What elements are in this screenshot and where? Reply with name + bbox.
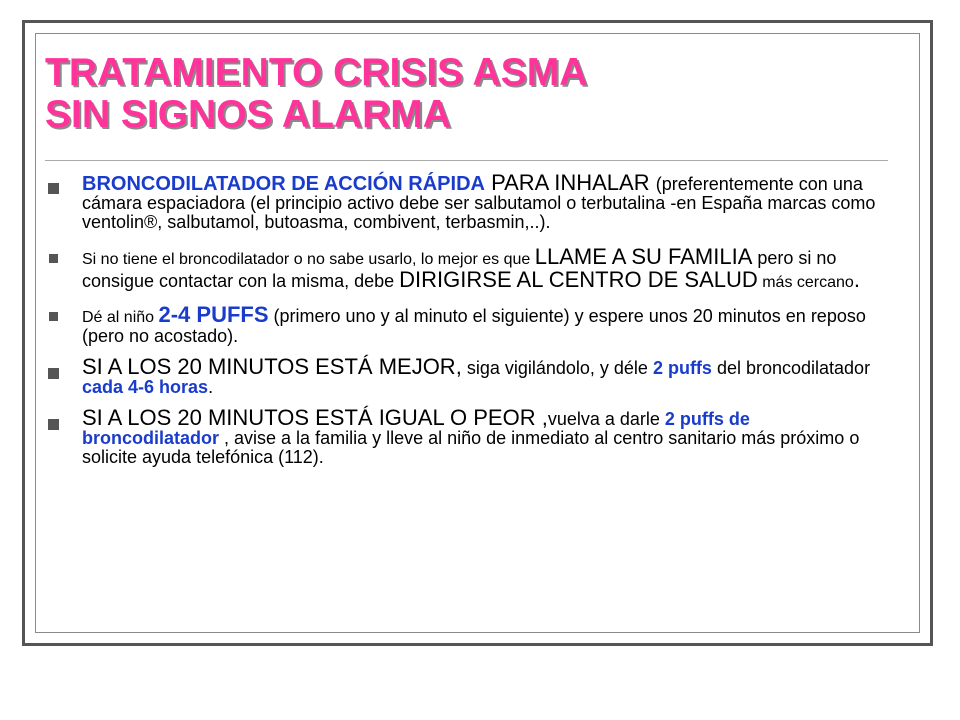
two-puffs-bronchodilator-text: 2 puffs de broncodilatador [82, 409, 750, 448]
better-heading: SI A LOS 20 MINUTOS ESTÁ MEJOR, [82, 354, 462, 379]
inhale-text: PARA INHALAR [484, 170, 656, 195]
bullet-call-family [48, 246, 888, 292]
wait-text: (primero uno y al minuto el siguiente) y espere unos 20 minutos en reposo (pero no acostado). [82, 306, 866, 346]
nearest-text: más cercano [757, 274, 854, 291]
bullet-square-icon [48, 419, 59, 430]
bullet-list [48, 172, 888, 467]
contact-text: pero si no consigue contactar con la misma, debe [82, 248, 837, 291]
of-bronchodilator-text: del broncodilatador [711, 358, 871, 378]
health-center-text: DIRIGIRSE AL CENTRO DE SALUD [399, 267, 758, 292]
puffs-dose: 2-4 PUFFS [158, 302, 269, 327]
keep-watching-text: siga vigilándolo, y déle [461, 358, 653, 378]
bullet-square-icon [48, 183, 59, 194]
no-inhaler-text: Si no tiene el broncodilatador o no sabe usarlo, lo mejor es que [82, 251, 535, 268]
bullet-puffs [48, 304, 888, 346]
every-hours-text: cada 4-6 horas [82, 377, 209, 397]
bullet-bronchodilator [48, 172, 888, 232]
period-text: . [208, 377, 214, 397]
inhaler-details: (preferentemente con una cámara espaciadora (el principio activo debe ser salbutamol o terbutalina -en España marcas como ventolin®, salbutamol, butoasma, combivent, terbasmin,..). [82, 174, 876, 232]
title-line-1: TRATAMIENTO CRISIS ASMA [45, 51, 588, 94]
call-family-text: LLAME A SU FAMILIA [534, 244, 753, 269]
give-child-text: Dé al niño [82, 309, 159, 326]
bullet-square-icon [48, 368, 59, 379]
bullet-same-or-worse [48, 407, 888, 467]
slide-title [45, 52, 587, 136]
give-again-text: vuelva a darle [547, 409, 665, 429]
title-divider [45, 160, 888, 161]
emergency-text: , avise a la familia y lleve al niño de inmediato al centro sanitario más próximo o solicite ayuda telefónica (112). [82, 428, 860, 467]
bullet-square-icon [49, 312, 58, 321]
bullet-square-icon [49, 254, 58, 263]
worse-heading: SI A LOS 20 MINUTOS ESTÁ IGUAL O PEOR , [82, 405, 548, 430]
title-line-2: SIN SIGNOS ALARMA [45, 93, 451, 136]
bronchodilator-heading: BRONCODILATADOR DE ACCIÓN RÁPIDA [82, 173, 485, 195]
bullet-better [48, 356, 888, 397]
two-puffs-text: 2 puffs [652, 358, 712, 378]
period-text: . [853, 267, 860, 292]
